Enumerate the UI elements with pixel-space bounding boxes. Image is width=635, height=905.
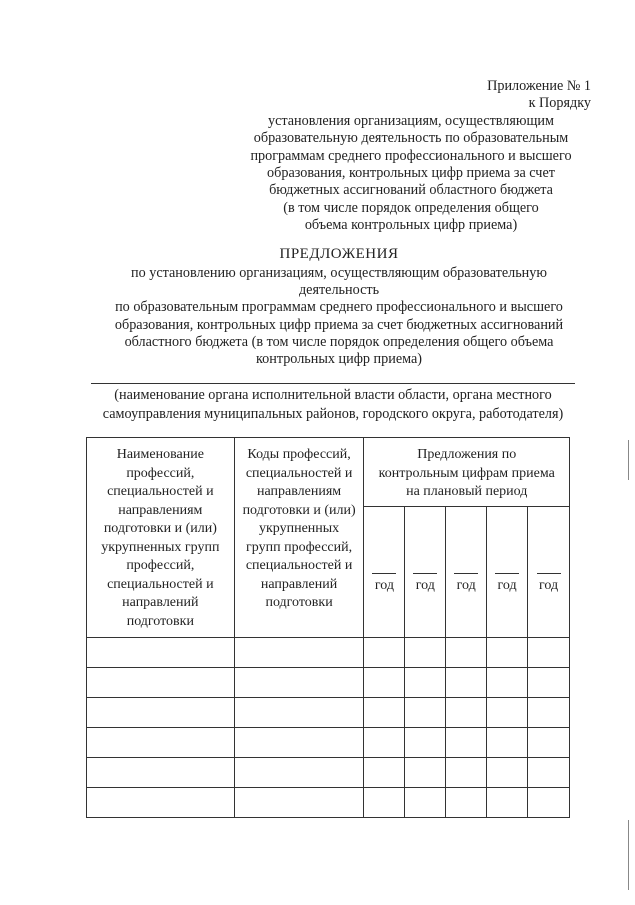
table-cell xyxy=(528,638,570,668)
table-cell xyxy=(528,788,570,818)
table-cell xyxy=(87,638,235,668)
caption-line: самоуправления муниципальных районов, городского округа, работодателя) xyxy=(102,406,564,422)
subtitle-line: образования, контрольных цифр приема за счет бюджетных ассигнований xyxy=(114,316,564,333)
scan-edge-mark xyxy=(628,440,629,480)
table-cell xyxy=(446,668,487,698)
table-cell xyxy=(364,668,405,698)
table-cell xyxy=(487,698,528,728)
table-cell xyxy=(405,638,446,668)
year-blank-line xyxy=(372,573,396,576)
table-cell xyxy=(446,698,487,728)
document-title: ПРЕДЛОЖЕНИЯ xyxy=(279,246,399,262)
table-cell xyxy=(87,698,235,728)
appendix-line: объема контрольных цифр приема) xyxy=(304,217,518,234)
table-cell xyxy=(87,758,235,788)
header-profession-names: Наименование профессий, специальностей и направлениям подготовки и (или) укрупненных групп профессий, специальностей и направлений подготовки xyxy=(87,438,235,638)
table-cell xyxy=(364,728,405,758)
appendix-line: образовательную деятельность по образовательным xyxy=(253,130,569,147)
appendix-line: к Порядку xyxy=(528,95,591,112)
table-row xyxy=(87,698,570,728)
table-cell xyxy=(528,728,570,758)
table-cell xyxy=(446,758,487,788)
appendix-line: программам среднего профессионального и высшего xyxy=(250,147,572,164)
table-cell xyxy=(405,728,446,758)
table-row xyxy=(87,728,570,758)
table-cell xyxy=(234,758,364,788)
table-row xyxy=(87,758,570,788)
year-column-header xyxy=(405,507,446,638)
year-column-header xyxy=(446,507,487,638)
table-cell xyxy=(446,788,487,818)
subtitle-line: контрольных цифр приема) xyxy=(255,351,423,368)
year-blank-line xyxy=(413,573,437,576)
table-cell xyxy=(487,668,528,698)
year-label: год xyxy=(374,578,394,593)
appendix-line: бюджетных ассигнований областного бюджета xyxy=(269,182,553,199)
year-blank-line xyxy=(537,573,561,576)
table-cell xyxy=(364,638,405,668)
header-row xyxy=(87,438,570,507)
table-cell xyxy=(405,758,446,788)
table-cell xyxy=(487,788,528,818)
table-cell xyxy=(234,638,364,668)
appendix-line: образования, контрольных цифр приема за счет xyxy=(267,165,555,182)
table-cell xyxy=(87,788,235,818)
scan-edge-mark xyxy=(628,820,629,890)
table-cell xyxy=(405,788,446,818)
header-profession-codes: Коды профессий, специальностей и направлениям подготовки и (или) укрупненных групп профессий, специальностей и направлений подготовки xyxy=(234,438,364,638)
year-label: год xyxy=(497,578,517,593)
subtitle-line: по установлению организациям, осуществляющим образовательную xyxy=(131,265,547,281)
table-row xyxy=(87,788,570,818)
table-cell xyxy=(528,668,570,698)
table-cell xyxy=(446,728,487,758)
table-row xyxy=(87,668,570,698)
table-row xyxy=(87,638,570,668)
caption-line: (наименование органа исполнительной власти области, органа местного xyxy=(114,387,552,403)
table-cell xyxy=(234,698,364,728)
table-cell xyxy=(405,698,446,728)
table-cell xyxy=(446,638,487,668)
table-cell xyxy=(234,668,364,698)
subtitle-line: по образовательным программам среднего профессионального и высшего xyxy=(115,299,563,316)
table-cell xyxy=(364,698,405,728)
appendix-line: Приложение № 1 xyxy=(487,78,591,94)
table-cell xyxy=(87,668,235,698)
year-label: год xyxy=(456,578,476,593)
org-name-fill-line xyxy=(91,383,575,384)
table-cell xyxy=(487,728,528,758)
appendix-block xyxy=(231,78,591,235)
year-blank-line xyxy=(454,573,478,576)
table-cell xyxy=(234,788,364,818)
table-cell xyxy=(487,758,528,788)
appendix-line: установления организациям, осуществляющим xyxy=(267,112,554,129)
table-cell xyxy=(87,728,235,758)
year-blank-line xyxy=(495,573,519,576)
table-cell xyxy=(364,758,405,788)
table-cell xyxy=(234,728,364,758)
header-proposals-group: Предложения по контрольным цифрам приема на плановый период xyxy=(364,438,570,507)
table-cell xyxy=(364,788,405,818)
year-column-header xyxy=(528,507,570,638)
subtitle-line: областного бюджета (в том числе порядок определения общего объема xyxy=(124,333,554,350)
proposals-table xyxy=(86,437,570,818)
table-cell xyxy=(528,698,570,728)
org-name-caption xyxy=(80,386,586,424)
year-column-header xyxy=(364,507,405,638)
table-cell xyxy=(487,638,528,668)
document-subtitle xyxy=(96,265,582,368)
year-label: год xyxy=(415,578,435,593)
year-column-header xyxy=(487,507,528,638)
year-label: год xyxy=(538,578,559,593)
table-cell xyxy=(405,668,446,698)
appendix-line: (в том числе порядок определения общего xyxy=(283,199,539,216)
subtitle-line: деятельность xyxy=(298,282,380,299)
table-cell xyxy=(528,758,570,788)
